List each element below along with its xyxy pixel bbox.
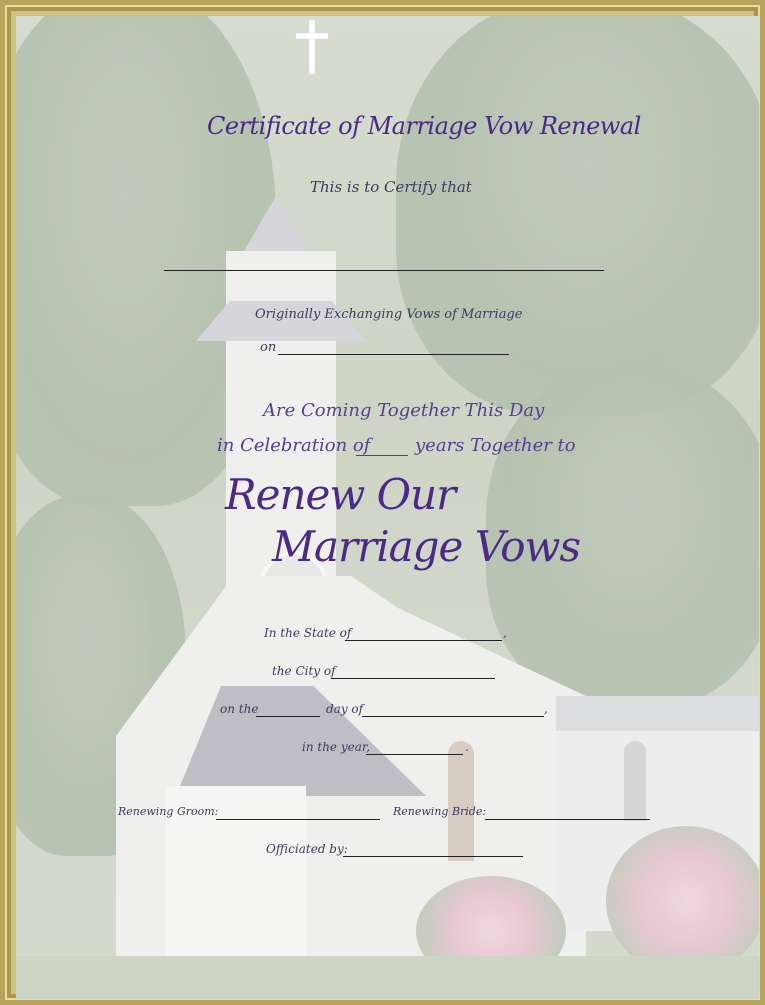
state-comma: , (503, 626, 507, 640)
state-line[interactable] (345, 640, 502, 641)
celebration-pre-text: in Celebration of (217, 435, 371, 456)
officiant-signature-line[interactable] (343, 856, 523, 857)
bride-signature-line[interactable] (485, 819, 650, 820)
renew-heading-line2: Marriage Vows (272, 522, 581, 571)
cross-icon (294, 20, 330, 74)
certify-text: This is to Certify that (310, 178, 472, 196)
bride-label: Renewing Bride: (393, 805, 487, 818)
groom-label: Renewing Groom: (118, 805, 219, 818)
groom-signature-line[interactable] (216, 819, 380, 820)
year-label: in the year, (302, 740, 371, 754)
day-line[interactable] (256, 716, 320, 717)
celebration-post-text: years Together to (415, 435, 576, 456)
month-line[interactable] (362, 716, 544, 717)
year-period: . (465, 740, 469, 754)
city-line[interactable] (331, 678, 495, 679)
state-label: In the State of (264, 626, 352, 640)
on-the-label: on the (220, 702, 259, 716)
year-line[interactable] (366, 754, 463, 755)
city-label: the City of (272, 664, 336, 678)
coming-together-text: Are Coming Together This Day (263, 400, 545, 421)
on-label: on (260, 340, 277, 355)
officiated-label: Officiated by: (266, 842, 348, 856)
day-of-label: day of (326, 702, 364, 716)
original-date-line[interactable] (278, 354, 509, 355)
renew-heading-line1: Renew Our (225, 470, 456, 519)
day-comma: , (544, 702, 548, 716)
certificate-title: Certificate of Marriage Vow Renewal (207, 112, 641, 140)
originally-text: Originally Exchanging Vows of Marriage (255, 307, 523, 322)
years-line[interactable] (356, 455, 408, 456)
couple-name-line[interactable] (164, 270, 604, 271)
